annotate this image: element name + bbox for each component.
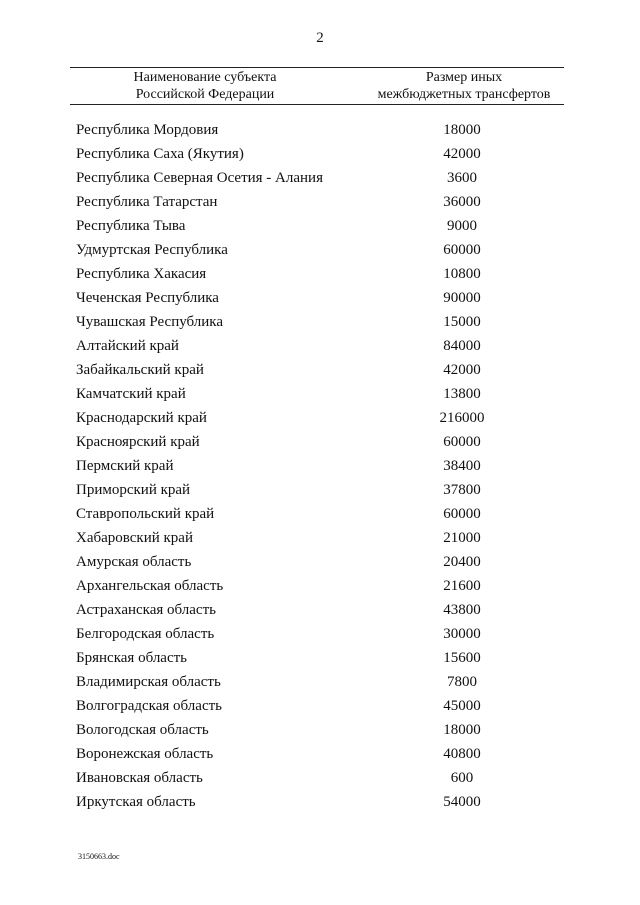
transfer-amount-cell: 13800 — [443, 386, 481, 402]
subject-name-cell: Удмуртская Республика — [76, 242, 228, 258]
transfer-amount-cell: 3600 — [447, 170, 477, 186]
transfer-amount-cell: 21600 — [443, 578, 481, 594]
table-row — [0, 406, 640, 430]
subject-name-cell: Волгоградская область — [76, 698, 222, 714]
subject-name-cell: Хабаровский край — [76, 530, 193, 546]
footer-doc-id: 3150663.doc — [78, 852, 120, 861]
table-body — [0, 118, 640, 814]
transfer-amount-cell: 42000 — [443, 146, 481, 162]
subject-name-cell: Иркутская область — [76, 794, 196, 810]
table-row — [0, 502, 640, 526]
table-row — [0, 478, 640, 502]
transfer-amount-cell: 7800 — [447, 674, 477, 690]
subject-name-cell: Пермский край — [76, 458, 174, 474]
table-row — [0, 238, 640, 262]
table-row — [0, 334, 640, 358]
subject-name-cell: Забайкальский край — [76, 362, 204, 378]
transfer-amount-cell: 30000 — [443, 626, 481, 642]
subject-name-cell: Ставропольский край — [76, 506, 215, 522]
transfer-amount-cell: 15000 — [443, 314, 481, 330]
table-row — [0, 574, 640, 598]
transfer-amount-cell: 54000 — [443, 794, 481, 810]
transfer-amount-cell: 15600 — [443, 650, 481, 666]
table-row — [0, 718, 640, 742]
subject-name-cell: Республика Мордовия — [76, 122, 219, 138]
transfer-amount-cell: 36000 — [443, 194, 481, 210]
subject-name-cell: Красноярский край — [76, 434, 200, 450]
subject-name-cell: Республика Хакасия — [76, 266, 207, 282]
transfer-amount-cell: 60000 — [443, 242, 481, 258]
transfer-amount-cell: 90000 — [443, 290, 481, 306]
transfer-amount-cell: 40800 — [443, 746, 481, 762]
subject-name-cell: Амурская область — [76, 554, 192, 570]
subject-name-cell: Республика Саха (Якутия) — [76, 146, 244, 162]
subject-name-cell: Приморский край — [76, 482, 191, 498]
transfer-amount-cell: 84000 — [443, 338, 481, 354]
transfer-amount-cell: 18000 — [443, 122, 481, 138]
table-row — [0, 526, 640, 550]
table-row — [0, 742, 640, 766]
table-row — [0, 190, 640, 214]
table-row — [0, 766, 640, 790]
table-row — [0, 142, 640, 166]
table-header-top-rule — [70, 67, 564, 68]
subject-name-cell: Владимирская область — [76, 674, 221, 690]
transfer-amount-cell: 10800 — [443, 266, 481, 282]
table-row — [0, 430, 640, 454]
transfer-amount-cell: 37800 — [443, 482, 481, 498]
subject-name-cell: Астраханская область — [76, 602, 216, 618]
subject-name-cell: Алтайский край — [76, 338, 179, 354]
subject-name-cell: Ивановская область — [76, 770, 203, 786]
subject-name-cell: Республика Татарстан — [76, 194, 218, 210]
table-row — [0, 598, 640, 622]
table-row — [0, 358, 640, 382]
subject-name-cell: Камчатский край — [76, 386, 186, 402]
subject-name-cell: Чувашская Республика — [76, 314, 224, 330]
page-number: 2 — [316, 30, 324, 46]
table-row — [0, 214, 640, 238]
transfer-amount-cell: 42000 — [443, 362, 481, 378]
transfer-amount-cell: 18000 — [443, 722, 481, 738]
table-row — [0, 622, 640, 646]
column-header-subject-name-line1: Наименование субъекта — [133, 70, 277, 85]
subject-name-cell: Вологодская область — [76, 722, 209, 738]
subject-name-cell: Брянская область — [76, 650, 188, 666]
table-row — [0, 286, 640, 310]
table-row — [0, 790, 640, 814]
subject-name-cell: Архангельская область — [76, 578, 224, 594]
transfer-amount-cell: 216000 — [439, 410, 485, 426]
table-row — [0, 166, 640, 190]
table-row — [0, 550, 640, 574]
table-row — [0, 310, 640, 334]
column-header-transfer-amount-line2: межбюджетных трансфертов — [377, 87, 551, 102]
transfer-amount-cell: 9000 — [447, 218, 477, 234]
subject-name-cell: Белгородская область — [76, 626, 215, 642]
subject-name-cell: Чеченская Республика — [76, 290, 219, 306]
table-row — [0, 262, 640, 286]
transfer-amount-cell: 21000 — [443, 530, 481, 546]
transfer-amount-cell: 20400 — [443, 554, 481, 570]
subject-name-cell: Воронежская область — [76, 746, 214, 762]
table-row — [0, 454, 640, 478]
transfer-amount-cell: 45000 — [443, 698, 481, 714]
table-row — [0, 382, 640, 406]
table-row — [0, 694, 640, 718]
table-row — [0, 670, 640, 694]
column-header-subject-name — [100, 69, 310, 103]
transfer-amount-cell: 60000 — [443, 434, 481, 450]
table-row — [0, 646, 640, 670]
transfer-amount-cell: 43800 — [443, 602, 481, 618]
column-header-transfer-amount-line1: Размер иных — [425, 70, 503, 85]
subject-name-cell: Республика Северная Осетия - Алания — [76, 170, 323, 186]
table-header-bottom-rule — [70, 104, 564, 105]
column-header-transfer-amount — [358, 69, 570, 103]
subject-name-cell: Краснодарский край — [76, 410, 207, 426]
transfer-amount-cell: 38400 — [443, 458, 481, 474]
subject-name-cell: Республика Тыва — [76, 218, 186, 234]
transfer-amount-cell: 600 — [450, 770, 474, 786]
table-row — [0, 118, 640, 142]
column-header-subject-name-line2: Российской Федерации — [135, 87, 275, 102]
transfer-amount-cell: 60000 — [443, 506, 481, 522]
